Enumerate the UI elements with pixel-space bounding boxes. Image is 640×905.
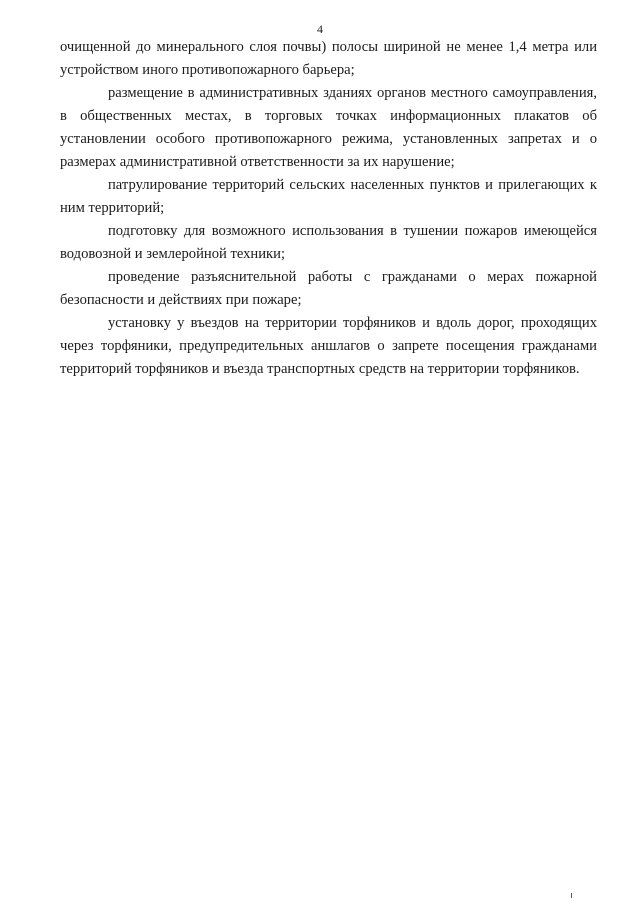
page-number: 4 — [317, 22, 323, 36]
scan-artifact-mark — [571, 893, 572, 898]
paragraph-placement-of-posters: размещение в административных зданиях органов местного самоуправления, в общественных местах, в торговых точках информационных плакатов об установлении особого противопожарного режима, установленных запретах и о размерах административной ответственности за их нарушение; — [60, 85, 597, 170]
paragraph-warning-signs: установку у въездов на территории торфяников и вдоль дорог, проходящих через торфяники, предупредительных аншлагов о запрете посещения гражданами территорий торфяников и въезда транспортных средств на территории торфяников. — [60, 315, 597, 377]
paragraph-explanatory-work: проведение разъяснительной работы с гражданами о мерах пожарной безопасности и действиях при пожаре; — [60, 269, 597, 308]
document-body — [60, 36, 597, 381]
paragraph-patrolling: патрулирование территорий сельских населенных пунктов и прилегающих к ним территорий; — [60, 177, 597, 216]
paragraph-continuation: очищенной до минерального слоя почвы) полосы шириной не менее 1,4 метра или устройством иного противопожарного барьера; — [60, 39, 597, 78]
paragraph-equipment-preparation: подготовку для возможного использования в тушении пожаров имеющейся водовозной и землеройной техники; — [60, 223, 597, 262]
